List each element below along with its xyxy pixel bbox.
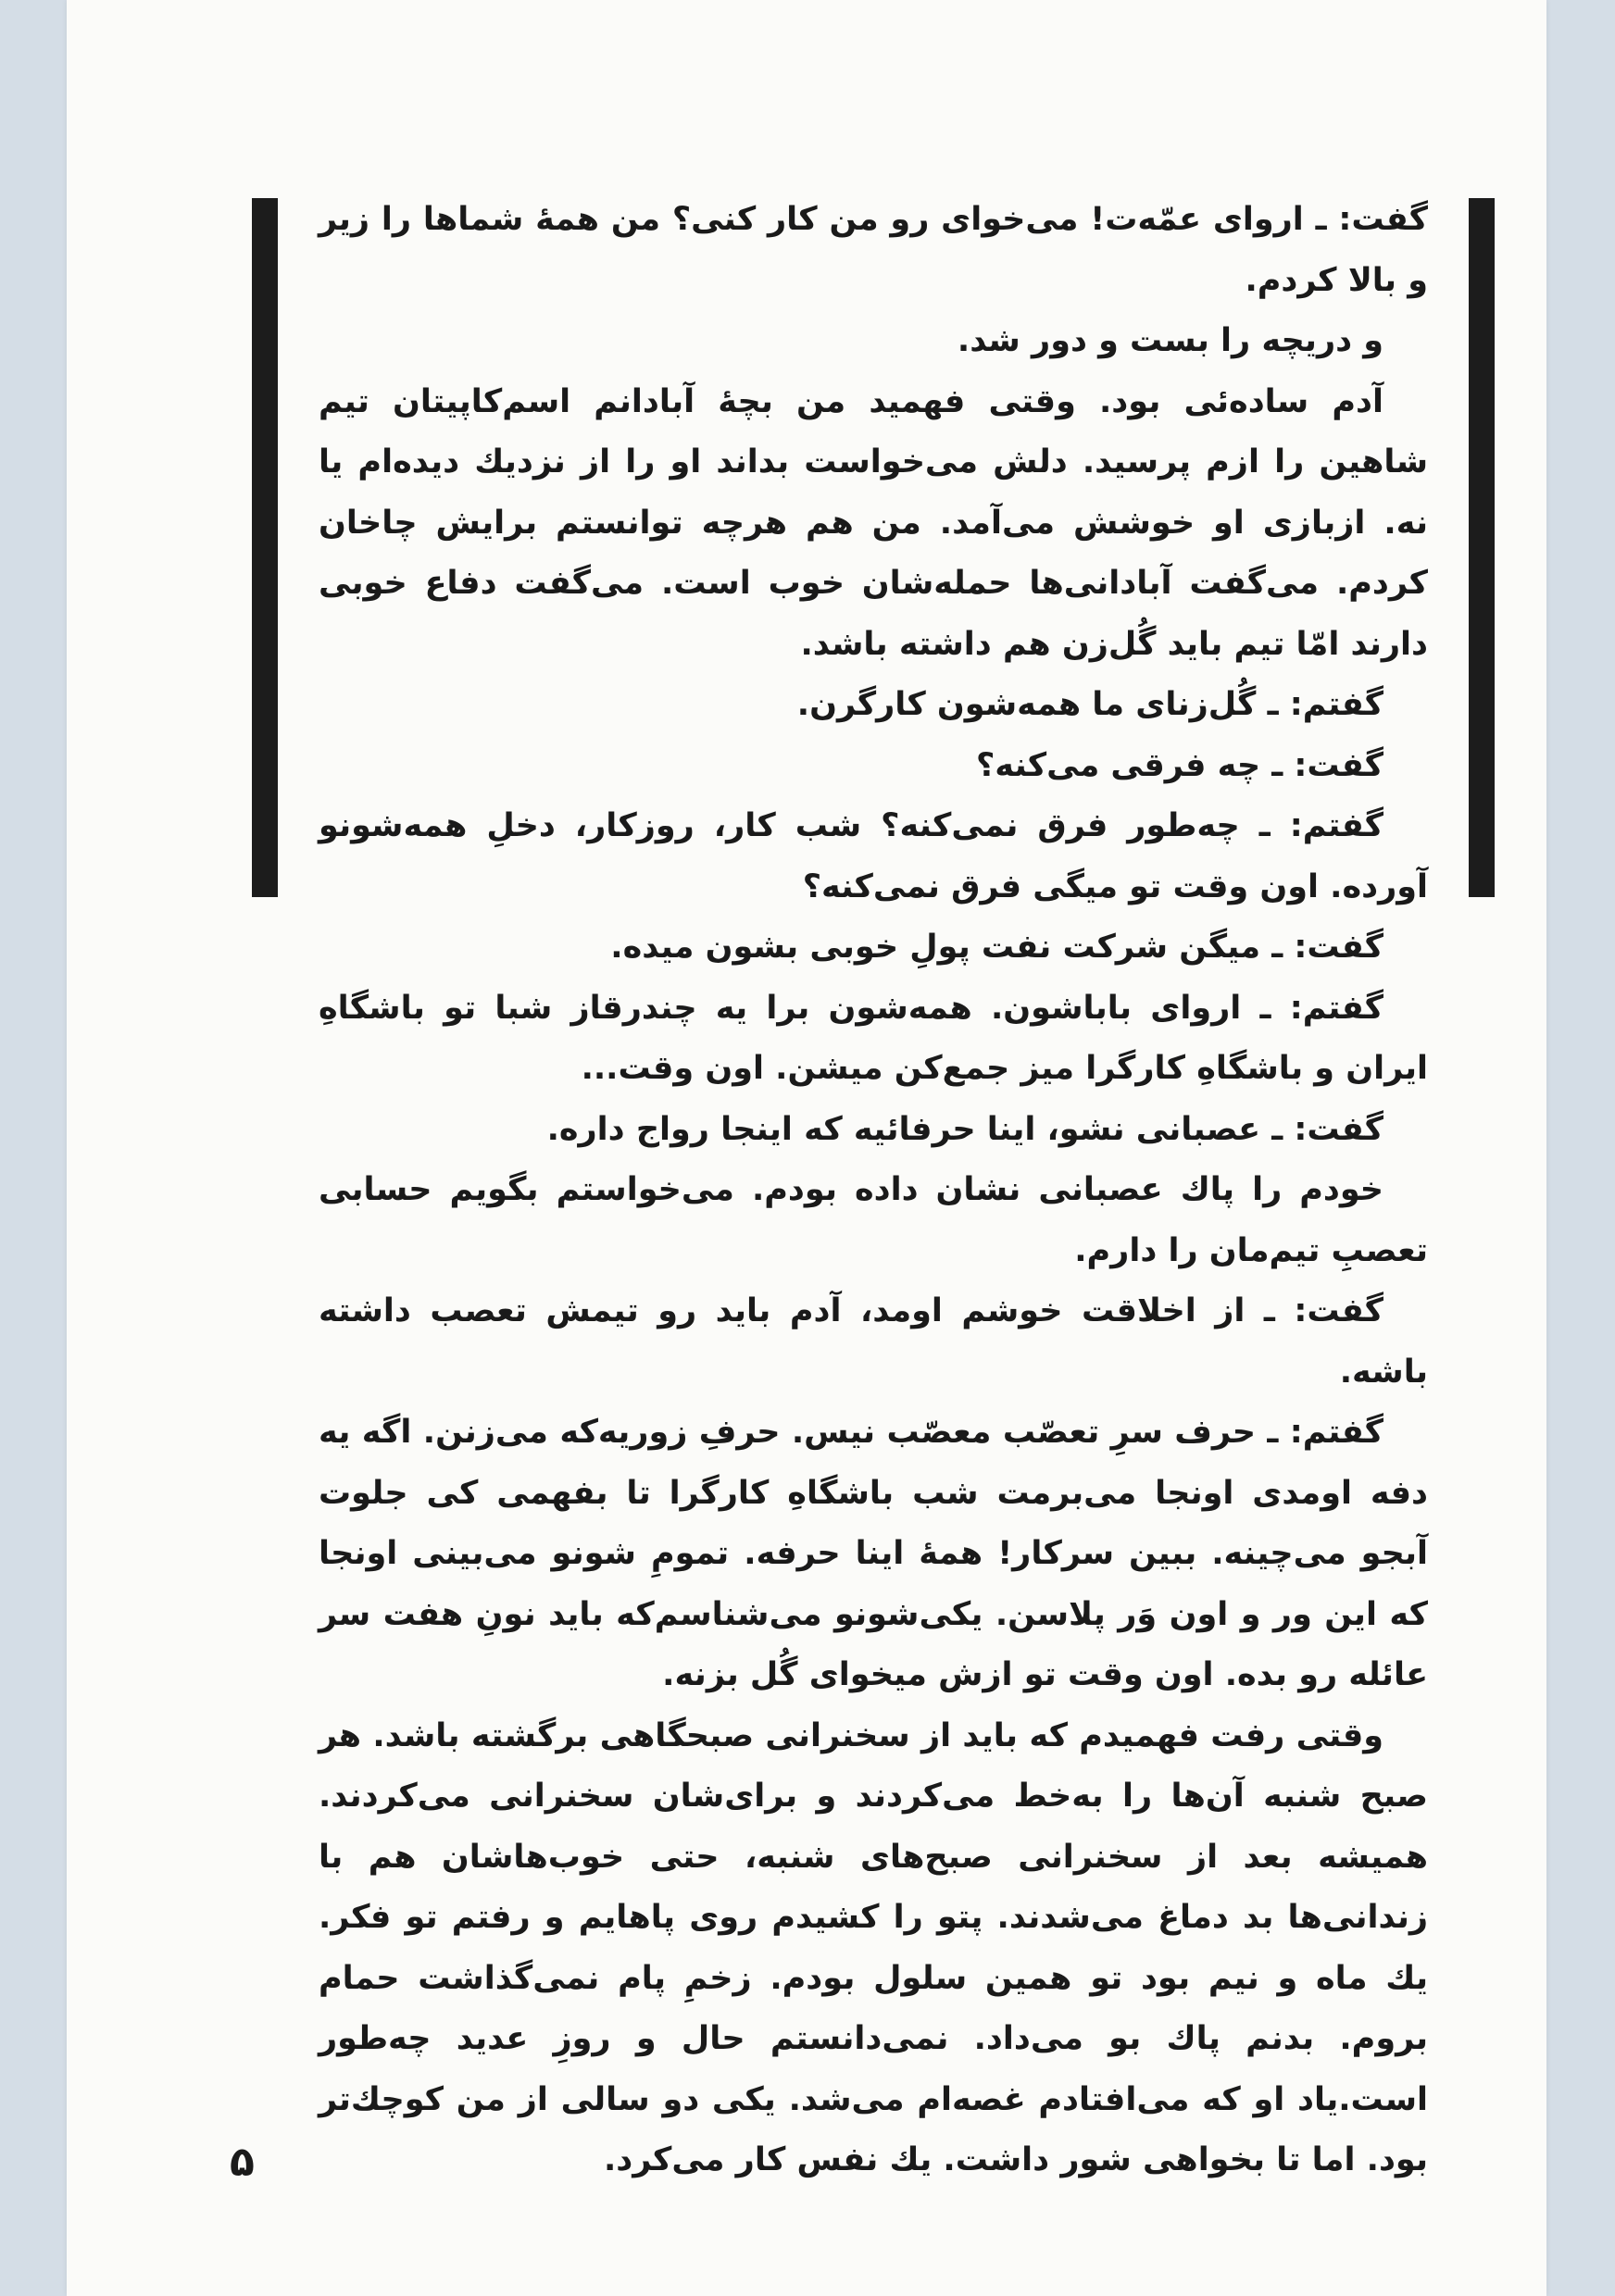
paragraph-3: آدم ساده‌ئی بود. وقتی فهمید من بچهٔ آبادانم اسم‌کاپیتان تیم شاهین را ازم پرسید. دلش می‌خواست بداند او را از نزدیك دیده‌ام یا نه. ازبازی او خوشش می‌آمد. من هم هرچه توانستم برایش چاخان کردم. می‌گفت آبادانی‌ها حمله‌شان خوب است. می‌گفت دفاع خوبی دارند امّا تیم باید گُل‌زن هم داشته باشد. (319, 382, 1428, 663)
paragraph-4: گفتم: ـ گُل‌زنای ما همه‌شون کارگرن. (796, 686, 1383, 723)
paragraph-2: و دریچه را بست و دور شد. (957, 322, 1383, 359)
paragraph-10: خودم را پاك عصبانی نشان داده بودم. می‌خواستم بگویم حسابی تعصبِ تیم‌مان را دارم. (319, 1171, 1428, 1269)
paragraph-6: گفتم: ـ چه‌طور فرق نمی‌کنه؟ شب کار، روزکار، دخلِ همه‌شونو آورده. اون وقت تو میگی فرق نمی‌کنه؟ (319, 807, 1428, 905)
right-margin-bar (1469, 198, 1495, 897)
paragraph-12: گفتم: ـ حرف سرِ تعصّب معصّب نیس. حرفِ زوریه‌که می‌زنن. اگه یه دفه اومدی اونجا می‌برمت شب باشگاهِ کارگرا تا بفهمی کی جلوت آبجو می‌چینه. ببین سرکار! همهٔ اینا حرفه. تمومِ شونو می‌بینی اونجا که این ور و اون وَر پلاسن. یکی‌شونو می‌شناسم‌که باید نونِ هفت سر عائله رو بده. اون وقت تو ازش میخوای گُل بزنه. (319, 1414, 1428, 1693)
paragraph-5: گفت: ـ چه فرقی می‌کنه؟ (975, 746, 1383, 784)
page-sheet (67, 0, 1546, 2296)
left-margin-bar (252, 198, 278, 897)
page-number: ۵ (230, 2139, 255, 2186)
paragraph-8: گفتم: ـ اروای باباشون. همه‌شون برا یه چندرقاز شبا تو باشگاهِ ایران و باشگاهِ کارگرا میز جمع‌کن میشن. اون وقت... (319, 989, 1428, 1087)
paragraph-1: گفت: ـ اروای عمّه‌ت! می‌خوای رو من کار کنی؟ من همهٔ شماها را زیر و بالا کردم. (319, 201, 1428, 299)
paragraph-11: گفت: ـ از اخلاقت خوشم اومد، آدم باید رو تیمش تعصب داشته باشه. (319, 1292, 1428, 1391)
paragraph-7: گفت: ـ میگن شرکت نفت پولِ خوبی بشون میده. (610, 929, 1383, 966)
paragraph-13: وقتی رفت فهمیدم که باید از سخنرانی صبحگاهی برگشته باشد. هر صبح شنبه آن‌ها را به‌خط می‌کردند و برای‌شان سخنرانی می‌کردند. همیشه بعد از سخنرانی صبح‌های شنبه، حتی خوب‌هاشان هم با زندانی‌ها بد دماغ می‌شدند. پتو را کشیدم روی پاهایم و رفتم تو فکر. یك ماه و نیم بود تو همین سلول بودم. زخمِ پام نمی‌گذاشت حمام بروم. بدنم پاك بو می‌داد. نمی‌دانستم حال و روزِ عدید چه‌طور است.یاد او که می‌افتادم غصه‌ام می‌شد. یکی دو سالی از من کوچك‌تر بود. اما تا بخواهی شور داشت. یك نفس کار می‌کرد. (319, 1716, 1428, 2178)
body-text (319, 190, 1428, 2191)
paragraph-9: گفت: ـ عصبانی نشو، اینا حرفائیه که اینجا رواج داره. (546, 1110, 1383, 1148)
